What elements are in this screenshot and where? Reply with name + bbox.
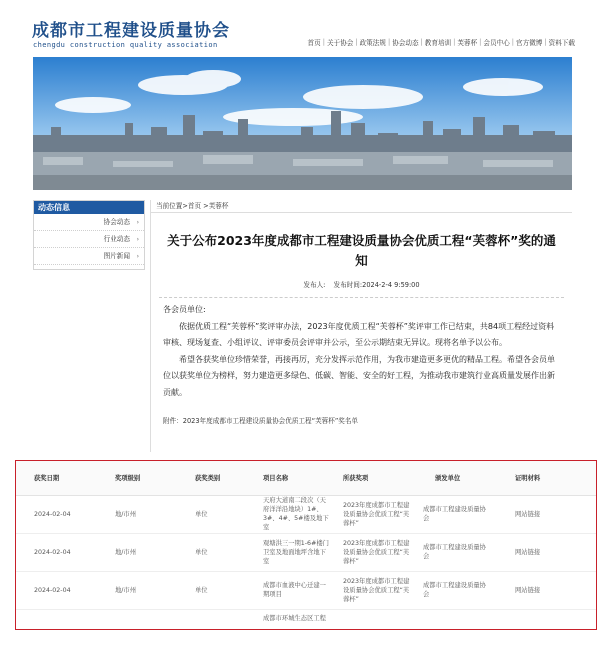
table-row-partial [16, 609, 597, 630]
breadcrumb-path[interactable]: >首页 >芙蓉杯 [182, 202, 229, 210]
sidebar-item-label: 行业动态 [103, 235, 130, 243]
publish-time: 发布时间:2024-2-4 9:59:00 [333, 281, 420, 289]
breadcrumb [151, 200, 572, 213]
article-panel [150, 200, 572, 452]
sidebar-title: 动态信息 [34, 201, 144, 214]
cell-date: 2024-02-04 [16, 495, 97, 533]
table-row [16, 533, 597, 571]
nav-policy[interactable]: 政策法规 [359, 39, 386, 47]
paragraph: 依据优质工程“芙蓉杯”奖评审办法，2023年度优质工程“芙蓉杯”奖评审工作已结束，共84项工程经过资料审核、现场复查、小组评议、评审委员会评审并公示，至公示期结束无异议。现将名单予以公布。 [163, 321, 555, 347]
col-proof: 证明材料 [497, 461, 597, 495]
site-logo-en: chengdu construction quality association [33, 41, 218, 49]
nav-news[interactable]: 协会动态 [392, 39, 419, 47]
col-issuer: 颁发单位 [417, 461, 497, 495]
cell-project: 成都市环城生态区工程 [257, 609, 337, 630]
nav-weibo[interactable]: 官方微博 [516, 39, 543, 47]
sidebar [33, 200, 145, 270]
sidebar-item-association-news[interactable] [34, 214, 144, 231]
table-header-row [16, 461, 597, 495]
sidebar-item-industry-news[interactable] [34, 231, 144, 248]
top-nav: 首页 | 关于协会 | 政策法规 | 协会动态 | 教育培训 | 芙蓉杯 | 会员中心 | 官方微博 | 资料下载 [307, 38, 575, 47]
skyline-image [33, 57, 572, 190]
salutation: 各会员单位: [163, 305, 206, 314]
cell-category: 单位 [177, 533, 257, 571]
cell-project: 观塘洪三一期1-6#楼门卫室及地面地坪含地下室 [257, 533, 337, 571]
chevron-right-icon: › [136, 253, 139, 260]
cell-award: 2023年度成都市工程建设质量协会优质工程“芙蓉杯” [337, 533, 417, 571]
awards-table-box [15, 460, 597, 630]
nav-home[interactable]: 首页 [307, 39, 321, 47]
attachment-link[interactable]: 附件：2023年度成都市工程建设质量协会优质工程“芙蓉杯”奖名单 [163, 417, 359, 425]
article-meta [151, 279, 572, 289]
cell-project: 成都市血液中心迁建一期项目 [257, 571, 337, 609]
site-logo-cn[interactable]: 成都市工程建设质量协会 [32, 21, 230, 41]
cell-date: 2024-02-04 [16, 533, 97, 571]
cell-proof-link[interactable]: 网站链接 [497, 495, 597, 533]
article-body [151, 302, 572, 401]
breadcrumb-prefix: 当前位置 [156, 202, 183, 210]
publisher-label: 发布人: [303, 281, 326, 289]
site-header [30, 12, 575, 57]
col-project-name: 项目名称 [257, 461, 337, 495]
cell-award: 2023年度成都市工程建设质量协会优质工程“芙蓉杯” [337, 571, 417, 609]
chevron-right-icon: › [136, 236, 139, 243]
divider [159, 297, 564, 298]
nav-downloads[interactable]: 资料下载 [548, 39, 575, 47]
nav-member-center[interactable]: 会员中心 [483, 39, 510, 47]
nav-furong-cup[interactable]: 芙蓉杯 [457, 39, 478, 47]
col-award-category: 获奖类别 [177, 461, 257, 495]
cell-proof-link[interactable]: 网站链接 [497, 533, 597, 571]
paragraph: 希望各获奖单位珍惜荣誉，再接再厉，充分发挥示范作用，为我市建造更多更优的精品工程。希望各会员单位以获奖单位为榜样，努力建造更多绿色、低碳、智能、安全的好工程，为推动我市建筑行业高质量发展作出新贡献。 [163, 354, 555, 397]
sidebar-item-label: 协会动态 [103, 218, 130, 226]
cell-level: 地/市州 [97, 495, 177, 533]
cell-level: 地/市州 [97, 571, 177, 609]
sidebar-item-label: 图片新闻 [103, 252, 130, 260]
cell-project: 天府大道南二段次（天府洋洋沿地块）1#、3#、4#、5#楼及地下室 [257, 495, 337, 533]
awards-table [16, 461, 597, 630]
cell-proof-link[interactable]: 网站链接 [497, 571, 597, 609]
nav-training[interactable]: 教育培训 [424, 39, 452, 47]
cell-award: 2023年度成都市工程建设质量协会优质工程“芙蓉杯” [337, 495, 417, 533]
nav-about[interactable]: 关于协会 [326, 39, 354, 47]
chevron-right-icon: › [136, 219, 139, 226]
cell-category: 单位 [177, 571, 257, 609]
cell-date: 2024-02-04 [16, 571, 97, 609]
sidebar-item-photo-news[interactable] [34, 248, 144, 265]
col-award-date: 获奖日期 [16, 461, 97, 495]
cell-level: 地/市州 [97, 533, 177, 571]
banner-city-skyline [33, 57, 572, 190]
col-award-level: 奖项级别 [97, 461, 177, 495]
table-row [16, 571, 597, 609]
cell-issuer: 成都市工程建设质量协会 [417, 533, 497, 571]
article-title: 关于公布2023年度成都市工程建设质量协会优质工程“芙蓉杯”奖的通知 [167, 233, 556, 268]
cell-issuer: 成都市工程建设质量协会 [417, 571, 497, 609]
col-award-received: 所获奖项 [337, 461, 417, 495]
cell-issuer: 成都市工程建设质量协会 [417, 495, 497, 533]
cell-category: 单位 [177, 495, 257, 533]
table-row [16, 495, 597, 533]
